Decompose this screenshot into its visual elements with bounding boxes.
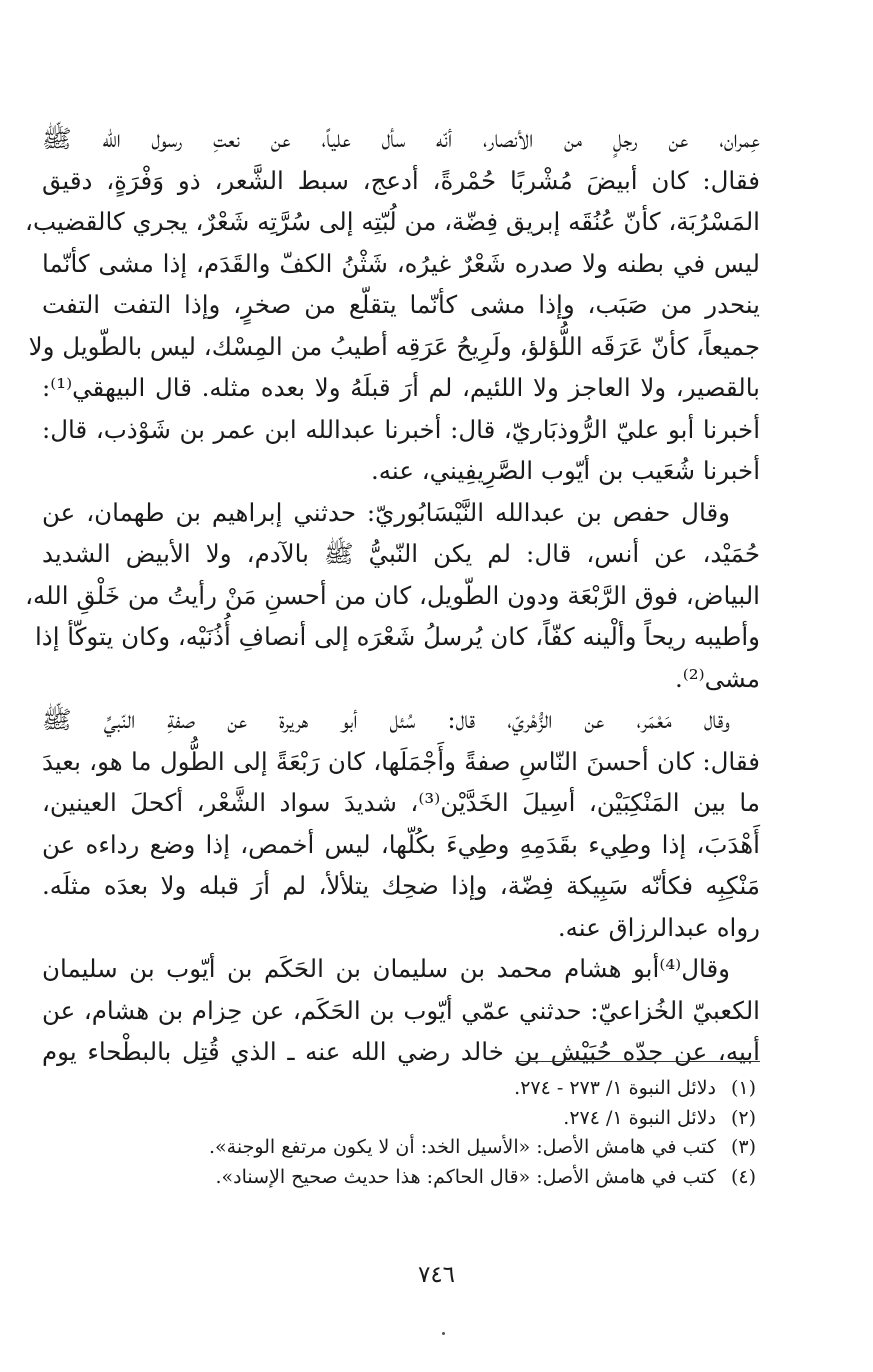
paragraph-4	[42, 948, 760, 1073]
footnote-number: (٢)	[730, 1106, 756, 1129]
footnote-number: (١)	[730, 1077, 756, 1099]
text-line: أخبرنا شُعَيب بن أيّوب الصَّرِيفِيني، عنه.	[371, 456, 760, 485]
text-line: فقال: كان أحسنَ النّاسِ صفةً وأَجْمَلَها، كان رَبْعَةً إلى الطُّول ما هو، بعيدَ	[42, 746, 760, 776]
text-line: أخبرنا أبو عليّ الرُّوذبَاريّ، قال: أخبرنا عبدالله ابن عمر بن شَوْذب، قال:	[42, 414, 760, 444]
text-line: أَهْدَبَ، إذا وطِيء بقَدَمِهِ وطِيءَ بكُلّها، ليس أخمص، إذا وضع رداءه عن	[42, 829, 760, 859]
main-text	[25, 118, 760, 1073]
text-line: وقال مَعْمَر، عن الزُّهْريّ، قال: سُئل أبو هريرة عن صفةِ النّبيِّ ﷺ	[42, 705, 730, 734]
footnote-text: كتب في هامش الأصل: «الأسيل الخد: أن لا يكون مرتفع الوجنة».	[209, 1136, 716, 1158]
footnote	[42, 1163, 760, 1193]
footnote-number: (٤)	[730, 1165, 756, 1188]
text-line: المَسْرُبَة، كأنّ عُنُقَه إبريق فِضّة، من لُبّتِه إلى سُرَّتِه شَعْرٌ، يجري كالقضيب،	[25, 207, 760, 236]
page-number: ٧٤٦	[417, 1262, 456, 1288]
text-line: عِمران، عن رجلٍ من الأنصار، أنّه سأل علياً، عن نعتِ رسول الله ﷺ	[42, 124, 760, 153]
text-line: البياض، فوق الرَّبْعَة ودون الطّويل، كان من أحسنِ مَنْ رأيتُ من خَلْقِ الله،	[25, 580, 760, 610]
scan-speck	[442, 1332, 445, 1335]
text-line: رواه عبدالرزاق عنه.	[557, 912, 760, 942]
footnote-separator	[515, 1061, 760, 1062]
text-line: مشى⁽²⁾.	[674, 663, 760, 693]
text-line: بالقصير، ولا العاجز ولا اللئيم، لم أرَ قبلَهُ ولا بعده مثله. قال البيهقي⁽¹⁾:	[42, 373, 760, 402]
paragraph-1	[25, 118, 760, 492]
text-line: أبيه، عن جدّه حُبَيْش بن خالد رضي الله عنه ـ الذي قُتِل بالبطْحاء يوم	[42, 1037, 760, 1066]
footnote-text: كتب في هامش الأصل: «قال الحاكم: هذا حديث صحيح الإسناد».	[215, 1165, 716, 1188]
text-line: وقال حفص بن عبدالله النَّيْسَابُوريّ: حدثني إبراهيم بن طهمان، عن	[42, 497, 730, 527]
text-line: مَنْكِبِه فكأنّه سَبِيكة فِضّة، وإذا ضحِك يتلألأ، لم أرَ قبله ولا بعدَه مثلَه.	[42, 871, 760, 900]
footnote	[42, 1104, 760, 1134]
footnotes	[42, 1074, 760, 1192]
footnote-text: دلائل النبوة ١/ ٢٧٣ - ٢٧٤.	[514, 1077, 716, 1099]
text-line: الكعبيّ الخُزاعيّ: حدثني عمّي أيّوب بن الحَكَم، عن حِزام بن هشام، عن	[42, 995, 760, 1025]
text-line: فقال: كان أبيضَ مُشْربًا حُمْرةً، أدعج، سبط الشَّعر، ذو وَفْرَةٍ، دقيق	[42, 165, 760, 195]
footnote	[42, 1074, 760, 1104]
paragraph-2	[25, 492, 760, 700]
text-line: ينحدر من صَبَب، وإذا مشى كأنّما يتقلّع من صخرٍ، وإذا التفت التفت	[42, 290, 760, 319]
footnote	[42, 1133, 760, 1163]
text-line: وقال⁽⁴⁾أبو هشام محمد بن سليمان بن الحَكَم بن أيّوب بن سليمان	[42, 954, 730, 983]
text-line: حُمَيْد، عن أنس، قال: لم يكن النّبيُّ ﷺ بالآدم، ولا الأبيض الشديد	[42, 539, 760, 568]
text-line: ليس في بطنه ولا صدره شَعْرٌ غيرُه، شَثْنُ الكفّ والقَدَم، إذا مشى كأنّما	[42, 248, 760, 278]
text-line: جميعاً، كأنّ عَرَقَه اللُّؤلؤ، ولَرِيحُ عَرَقِه أطيبُ من المِسْك، ليس بالطّويل ولا	[28, 331, 760, 361]
footnote-text: دلائل النبوة ١/ ٢٧٤.	[563, 1106, 716, 1129]
text-line: ما بين المَنْكِبَيْن، أسِيلَ الخَدَّيْن⁽³⁾، شديدَ سواد الشَّعْر، أكحلَ العينين،	[42, 788, 760, 817]
text-line: وأطيبه ريحاً وألْينه كفّاً، كان يُرسلُ شَعْرَه إلى أنصافِ أُذُنَيْه، وكان يتوكّأ إذا	[34, 622, 760, 651]
footnote-number: (٣)	[730, 1136, 756, 1158]
paragraph-3	[42, 699, 760, 948]
